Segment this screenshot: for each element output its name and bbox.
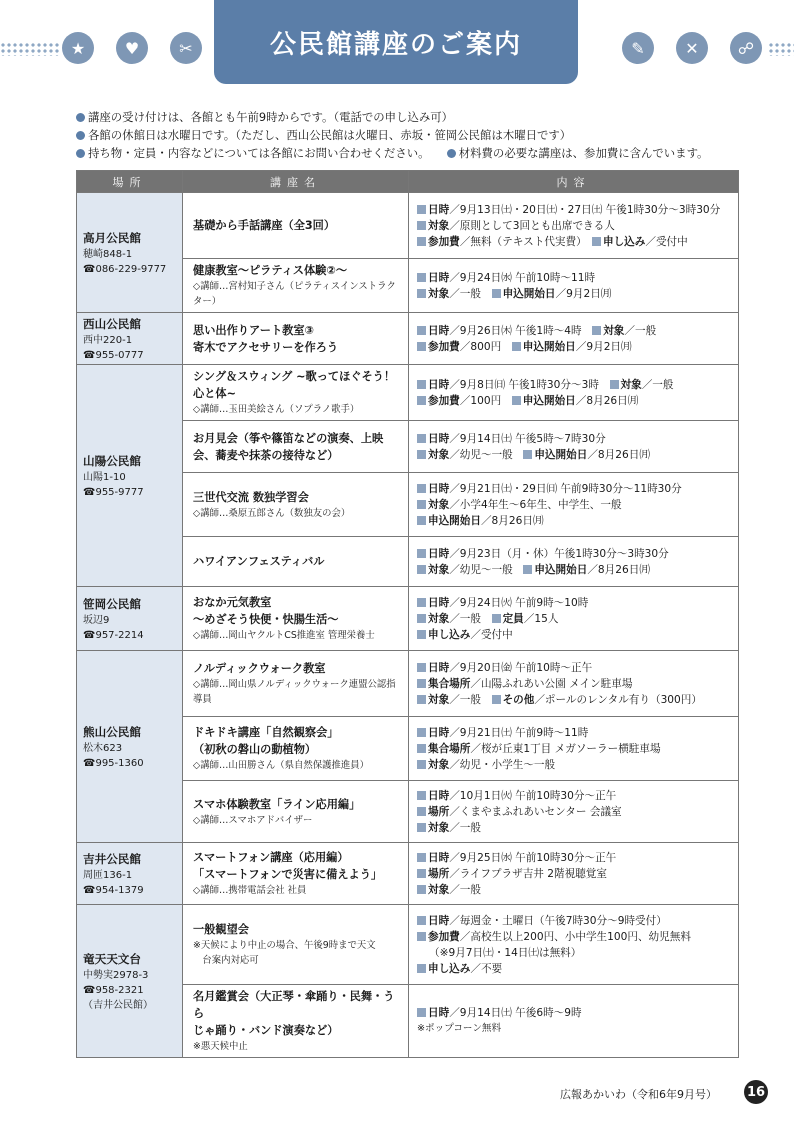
detail-text: ／幼児～一般 [449, 448, 524, 461]
detail-line [417, 1005, 732, 1021]
square-bullet-icon [417, 326, 426, 335]
notice-item: 持ち物・定員・内容などについては各館にお問い合わせください。 材料費の必要な講座は、参加費に含んでいます。 [76, 144, 756, 162]
detail-text: ／9月13日㈯・20日㈯・27日㈯ 午後1時30分～3時30分 [449, 203, 721, 216]
header-details: 内容 [409, 171, 739, 193]
detail-text: ／一般 [624, 324, 657, 337]
venue-phone: ☎958-2321 [83, 984, 144, 996]
detail-label: 対象 [428, 563, 450, 576]
course-cell [183, 651, 409, 717]
square-bullet-icon [610, 380, 619, 389]
detail-text: ／小学4年生～6年生、中学生、一般 [449, 498, 622, 511]
square-bullet-icon [417, 289, 426, 298]
detail-label: 参加費 [428, 930, 460, 943]
square-bullet-icon [417, 342, 426, 351]
detail-label: 申込開始日 [502, 287, 556, 300]
venue-name: 山陽公民館 [83, 453, 141, 468]
venue-address: 松木623 [83, 742, 123, 754]
course-title: シング＆スウィング ~歌ってほぐそう！心と体~ [193, 370, 396, 400]
detail-text: ／9月21日㈯ 午前9時～11時 [449, 726, 589, 739]
square-bullet-icon [417, 237, 426, 246]
detail-text: ／8月26日㈪ [575, 394, 639, 407]
detail-text: ／9月21日㈯・29日㈰ 午前9時30分～11時30分 [449, 482, 682, 495]
detail-text: ／無料（テキスト代実費） [459, 235, 592, 248]
detail-label: 対象 [428, 883, 450, 896]
detail-text: ／15人 [523, 612, 559, 625]
detail-label: 対象 [428, 821, 450, 834]
detail-text: ／9月8日㈰ 午後1時30分～3時 [449, 378, 610, 391]
detail-label: 申し込み [603, 235, 646, 248]
details-cell [409, 473, 739, 537]
detail-line [417, 961, 732, 977]
detail-line [417, 627, 732, 643]
table-row [77, 193, 739, 259]
details-cell [409, 781, 739, 843]
detail-text: ／9月14日㈯ 午後5時～7時30分 [449, 432, 606, 445]
detail-note: ※ポップコーン無料 [417, 1023, 502, 1034]
square-bullet-icon [417, 450, 426, 459]
detail-text: ／高校生以上200円、小中学生100円、幼児無料 [459, 930, 691, 943]
venue-cell [77, 587, 183, 651]
square-bullet-icon [417, 500, 426, 509]
bullet-icon [76, 131, 85, 140]
detail-text: ／9月24日㈫ 午前9時～10時 [449, 596, 589, 609]
venue-name: 吉井公民館 [83, 851, 141, 866]
detail-label: 対象 [428, 758, 450, 771]
venue-name: 熊山公民館 [83, 724, 141, 739]
table-row [77, 843, 739, 905]
detail-label: 申込開始日 [534, 448, 588, 461]
detail-line [417, 546, 732, 562]
square-bullet-icon [417, 744, 426, 753]
detail-text: ／9月26日㈭ 午後1時～4時 [449, 324, 593, 337]
detail-label: 申込開始日 [522, 394, 576, 407]
square-bullet-icon [417, 205, 426, 214]
detail-label: 対象 [428, 612, 450, 625]
detail-line [417, 850, 732, 866]
details-cell [409, 717, 739, 781]
detail-text: ／幼児・小学生～一般 [449, 758, 556, 771]
course-cell [183, 843, 409, 905]
square-bullet-icon [417, 853, 426, 862]
fork-knife-icon: ✕ [676, 32, 708, 64]
detail-label: 日時 [428, 789, 450, 802]
detail-label: 対象 [428, 693, 450, 706]
square-bullet-icon [417, 598, 426, 607]
detail-line [417, 286, 732, 302]
course-title: スマートフォン講座（応用編） [193, 851, 349, 864]
detail-label: 参加費 [428, 340, 460, 353]
detail-label: 日時 [428, 661, 450, 674]
course-cell [183, 473, 409, 537]
bullet-icon [76, 149, 85, 158]
course-instructor: ◇講師…山田勝さん（県自然保護推進員） [193, 760, 369, 771]
square-bullet-icon [592, 326, 601, 335]
detail-label: 日時 [428, 914, 450, 927]
details-cell [409, 313, 739, 365]
table-row [77, 651, 739, 717]
detail-line [417, 339, 732, 355]
footer-publication: 広報あかいわ（令和6年9月号） [560, 1088, 717, 1101]
detail-label: 日時 [428, 378, 450, 391]
detail-text: ／受付中 [470, 628, 513, 641]
square-bullet-icon [592, 237, 601, 246]
detail-line [417, 202, 732, 218]
square-bullet-icon [417, 869, 426, 878]
details-cell [409, 537, 739, 587]
course-title: お月見会（筝や篠笛などの演奏、上映 [193, 431, 384, 445]
detail-label: 申込開始日 [522, 340, 576, 353]
detail-line [417, 234, 732, 250]
detail-label: 申し込み [428, 628, 471, 641]
square-bullet-icon [417, 273, 426, 282]
course-title: 会、蕎麦や抹茶の接待など） [193, 448, 339, 462]
detail-label: 申込開始日 [428, 514, 481, 527]
detail-label: 日時 [428, 203, 450, 216]
detail-note: （※9月7日㈯・14日㈯は無料） [429, 946, 582, 959]
detail-label: 日時 [428, 432, 450, 445]
scissors-icon: ✂ [170, 32, 202, 64]
table-row [77, 313, 739, 365]
square-bullet-icon [417, 695, 426, 704]
square-bullet-icon [417, 516, 426, 525]
detail-label: 定員 [502, 612, 524, 625]
dot-pattern-left [0, 42, 60, 56]
square-bullet-icon [417, 728, 426, 737]
square-bullet-icon [417, 791, 426, 800]
detail-label: 対象 [428, 219, 450, 232]
square-bullet-icon [492, 614, 501, 623]
course-title: （初秋の磐山の動植物） [193, 743, 317, 756]
detail-text: ／受付中 [645, 235, 688, 248]
detail-text: ／8月26日㈪ [587, 448, 650, 461]
detail-text: ／毎週金・土曜日（午後7時30分～9時受付） [449, 914, 667, 927]
venue-name: 笹岡公民館 [83, 596, 141, 611]
square-bullet-icon [417, 614, 426, 623]
table-body [77, 193, 739, 1058]
square-bullet-icon [417, 484, 426, 493]
detail-text: ／8月26日㈪ [480, 514, 544, 527]
course-table [76, 170, 739, 1058]
detail-text: ／一般 [449, 693, 492, 706]
venue-cell [77, 905, 183, 1058]
detail-label: 日時 [428, 324, 450, 337]
square-bullet-icon [417, 760, 426, 769]
detail-line [417, 562, 732, 578]
detail-line [417, 804, 732, 820]
table-row [77, 905, 739, 985]
details-cell [409, 259, 739, 313]
course-title: 健康教室～ピラティス体験②～ [193, 264, 348, 277]
venue-address: 中勢実2978-3 [83, 969, 149, 981]
page-header [0, 0, 794, 90]
venue-cell [77, 843, 183, 905]
detail-line [417, 725, 732, 741]
detail-text: ／ポールのレンタル有り（300円） [534, 693, 702, 706]
square-bullet-icon [417, 380, 426, 389]
detail-text: ／9月23日（月・休）午後1時30分～3時30分 [449, 547, 669, 560]
notice-list [76, 108, 756, 162]
detail-label: 日時 [428, 596, 450, 609]
detail-text: ／一般 [449, 287, 492, 300]
detail-text: ／9月24日㈬ 午前10時～11時 [449, 271, 596, 284]
detail-label: 日時 [428, 482, 450, 495]
detail-text: ／原則として3回とも出席できる人 [449, 219, 615, 232]
detail-line [417, 611, 732, 627]
details-cell [409, 587, 739, 651]
detail-line [417, 741, 732, 757]
detail-line [417, 218, 732, 234]
detail-line [417, 820, 732, 836]
detail-text: ／9月2日㈪ [575, 340, 632, 353]
detail-label: 参加費 [428, 235, 460, 248]
detail-label: 場所 [428, 867, 450, 880]
detail-label: 集合場所 [428, 677, 471, 690]
detail-label: 申し込み [428, 962, 471, 975]
detail-line [417, 913, 732, 929]
course-cell [183, 905, 409, 985]
detail-text: ／10月1日㈫ 午前10時30分～正午 [449, 789, 617, 802]
course-instructor: ※悪天候中止 [193, 1041, 248, 1052]
details-cell [409, 365, 739, 421]
course-title: おなか元気教室 [193, 596, 272, 609]
square-bullet-icon [417, 807, 426, 816]
detail-text: ／9月2日㈪ [555, 287, 612, 300]
square-bullet-icon [492, 695, 501, 704]
course-title: 基礎から手話講座（全3回） [193, 219, 336, 232]
course-title: ハワイアンフェスティバル [193, 555, 325, 568]
course-instructor: ◇講師…桑原五郎さん（数独友の会） [193, 507, 351, 519]
course-title: ノルディックウォーク教室 [193, 662, 326, 675]
course-cell [183, 313, 409, 365]
square-bullet-icon [417, 932, 426, 941]
detail-label: 対象 [428, 448, 450, 461]
detail-line [417, 866, 732, 882]
venue-cell [77, 313, 183, 365]
detail-label: 参加費 [428, 394, 460, 407]
detail-label: 対象 [620, 378, 642, 391]
bullet-icon [447, 149, 456, 158]
detail-label: 集合場所 [428, 742, 471, 755]
details-cell [409, 421, 739, 473]
square-bullet-icon [417, 630, 426, 639]
detail-text: ／800円 [459, 340, 512, 353]
detail-text: ／8月26日㈪ [587, 563, 650, 576]
details-cell [409, 905, 739, 985]
detail-label: 場所 [428, 805, 450, 818]
detail-line [417, 323, 732, 339]
page-number: 16 [744, 1080, 768, 1104]
square-bullet-icon [417, 565, 426, 574]
details-cell [409, 985, 739, 1058]
details-cell [409, 843, 739, 905]
detail-line [417, 270, 732, 286]
course-instructor: ◇講師…宮村知子さん（ピラティスインストラクター） [193, 281, 396, 307]
detail-label: 対象 [603, 324, 625, 337]
table-header-row [77, 171, 739, 193]
square-bullet-icon [417, 396, 426, 405]
detail-label: 対象 [428, 287, 450, 300]
pencil-icon: ✎ [622, 32, 654, 64]
square-bullet-icon [417, 964, 426, 973]
course-instructor: ◇講師…玉田美絵さん（ソプラノ歌手） [193, 404, 360, 415]
square-bullet-icon [523, 450, 532, 459]
course-cell [183, 421, 409, 473]
page-title: 公民館講座のご案内 [214, 0, 578, 84]
table-row [77, 365, 739, 421]
detail-line [417, 447, 732, 463]
detail-line [417, 676, 732, 692]
header-venue: 場所 [77, 171, 183, 193]
detail-label: 日時 [428, 271, 450, 284]
detail-label: その他 [502, 693, 535, 706]
paperclip-icon: ☍ [730, 32, 762, 64]
detail-text: ／一般 [449, 612, 492, 625]
detail-text: ／ライフプラザ吉井 2階視聴覚室 [449, 867, 607, 880]
detail-label: 日時 [428, 851, 450, 864]
detail-label: 日時 [428, 1007, 450, 1019]
venue-address: 周匝136-1 [83, 869, 133, 881]
course-instructor: ◇講師…岡山県ノルディックウォーク連盟公認指導員 [193, 679, 396, 705]
detail-text: ／9月25日㈬ 午前10時30分～正午 [449, 851, 617, 864]
venue-cell [77, 365, 183, 587]
course-cell [183, 985, 409, 1058]
course-title: ドキドキ講座「自然観察会」 [193, 726, 339, 739]
detail-text: ／一般 [641, 378, 674, 391]
detail-text: ／100円 [459, 394, 512, 407]
venue-phone: ☎955-0777 [83, 349, 144, 361]
square-bullet-icon [417, 916, 426, 925]
square-bullet-icon [523, 565, 532, 574]
venue-phone: ☎995-1360 [83, 757, 144, 769]
course-instructor: ◇講師…携帯電話会社 社員 [193, 885, 307, 896]
square-bullet-icon [417, 885, 426, 894]
detail-line [417, 377, 732, 393]
detail-text: ／一般 [449, 821, 481, 834]
detail-line [417, 481, 732, 497]
course-cell [183, 781, 409, 843]
detail-text: ／9月14日㈯ 午後6時～9時 [449, 1007, 582, 1019]
detail-label: 日時 [428, 547, 450, 560]
detail-text: ／不要 [470, 962, 503, 975]
venue-name: 竜天天文台 [83, 951, 141, 966]
course-title: 「スマートフォンで災害に備えよう」 [193, 868, 383, 881]
course-title: 名月鑑賞会（大正琴・傘踊り・民舞・うら [193, 990, 395, 1020]
course-title: じゃ踊り・バンド演奏など） [193, 1024, 339, 1037]
detail-line [417, 660, 732, 676]
detail-text: ／くまやまふれあいセンター 会議室 [449, 805, 622, 818]
venue-address: 穂崎848-1 [83, 248, 133, 260]
venue-name: 西山公民館 [83, 316, 141, 331]
detail-line [417, 757, 732, 773]
notice-item: 各館の休館日は水曜日です。（ただし、西山公民館は火曜日、赤坂・笹岡公民館は木曜日です） [76, 126, 756, 144]
bullet-icon [76, 113, 85, 122]
detail-line [417, 595, 732, 611]
course-cell [183, 537, 409, 587]
square-bullet-icon [512, 342, 521, 351]
venue-cell [77, 651, 183, 843]
detail-line [417, 929, 732, 945]
detail-line [417, 393, 732, 409]
notice-item: 講座の受け付けは、各館とも午前9時からです。（電話での申し込み可） [76, 108, 756, 126]
detail-label: 対象 [428, 498, 450, 511]
venue-address: 山陽1-10 [83, 471, 126, 483]
detail-line [417, 431, 732, 447]
details-cell [409, 651, 739, 717]
course-instructor: ◇講師…スマホアドバイザー [193, 814, 313, 826]
venue-address: 坂辺9 [83, 614, 110, 626]
course-instructor: ※天候により中止の場合、午後9時まで天文 [193, 940, 376, 951]
square-bullet-icon [417, 434, 426, 443]
venue-phone: ☎955-9777 [83, 486, 144, 498]
telescope-icon: ★ [62, 32, 94, 64]
detail-line [417, 497, 732, 513]
course-instructor: 台案内対応可 [193, 955, 259, 966]
venue-phone: ☎086-229-9777 [83, 263, 167, 275]
course-cell [183, 717, 409, 781]
venue-name: 高月公民館 [83, 230, 141, 245]
course-title: ～めざそう快便・快腸生活～ [193, 613, 339, 626]
square-bullet-icon [417, 663, 426, 672]
venue-phone: ☎957-2214 [83, 629, 144, 641]
detail-text: ／山陽ふれあい公園 メイン駐車場 [470, 677, 633, 690]
course-title: 一般観望会 [193, 923, 249, 936]
detail-line [417, 788, 732, 804]
venue-cell [77, 193, 183, 313]
detail-text: ／桜が丘東1丁目 メガソーラー横駐車場 [470, 742, 661, 755]
detail-text: ／一般 [449, 883, 481, 896]
square-bullet-icon [417, 549, 426, 558]
detail-label: 申込開始日 [534, 563, 588, 576]
course-title: 寄木でアクセサリーを作ろう [193, 340, 339, 354]
course-cell [183, 193, 409, 259]
dot-pattern-right [768, 42, 794, 56]
square-bullet-icon [417, 679, 426, 688]
detail-line [417, 882, 732, 898]
table-row [77, 587, 739, 651]
square-bullet-icon [492, 289, 501, 298]
header-course: 講座名 [183, 171, 409, 193]
detail-label: 日時 [428, 726, 450, 739]
venue-address: 西中220-1 [83, 334, 133, 346]
square-bullet-icon [512, 396, 521, 405]
square-bullet-icon [417, 823, 426, 832]
venue-phone: ☎954-1379 [83, 884, 144, 896]
detail-text: ／幼児～一般 [449, 563, 524, 576]
square-bullet-icon [417, 1008, 426, 1017]
square-bullet-icon [417, 221, 426, 230]
detail-line [417, 692, 732, 708]
cupcake-icon: ♥ [116, 32, 148, 64]
course-cell [183, 365, 409, 421]
course-title: 三世代交流 数独学習会 [193, 490, 309, 504]
course-cell [183, 259, 409, 313]
details-cell [409, 193, 739, 259]
venue-extra: （吉井公民館） [83, 999, 153, 1011]
detail-line [417, 513, 732, 529]
course-instructor: ◇講師…岡山ヤクルトCS推進室 管理栄養士 [193, 630, 375, 641]
detail-text: ／9月20日㈮ 午前10時～正午 [449, 661, 593, 674]
course-title: スマホ体験教室「ライン応用編」 [193, 797, 361, 811]
course-cell [183, 587, 409, 651]
course-title: 思い出作りアート教室③ [193, 323, 315, 337]
